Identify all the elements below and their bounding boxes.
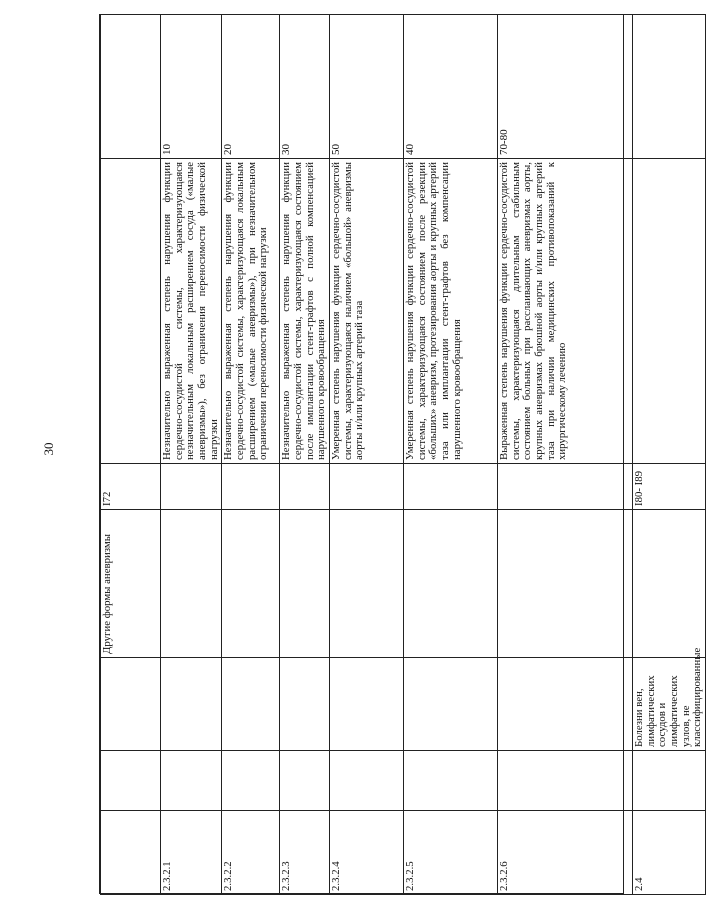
disease-form-cell (329, 510, 403, 658)
description-cell (632, 159, 705, 464)
item-number-cell: 2.3.2.4 (329, 811, 403, 895)
item-number-cell: 2.3.2.5 (403, 811, 497, 895)
disease-class-cell (161, 658, 222, 751)
percentage-cell (101, 15, 161, 159)
icd-code-cell: I80- I89 (632, 464, 705, 510)
empty-cell (222, 751, 280, 811)
description-cell: Выраженная степень нарушения функции сердечно-сосудистой системы, характеризующаяся длительным стабильным состоянием больных при расслаивающих аневризмах аорты, крупных аневризмах брюшной аорты и/или крупных артерий таза при наличии медицинских противопоказаний к хирургическому лечению (497, 159, 632, 464)
disease-class-cell (403, 658, 497, 751)
description-cell: Умеренная степень нарушения функции сердечно-сосудистой системы, характеризующаяся наличием «большой» аневризмы аорты и/или крупных артерий таза (329, 159, 403, 464)
disease-class-cell (101, 658, 161, 751)
disease-form-cell (222, 510, 280, 658)
disease-form-cell (632, 510, 705, 658)
item-number-cell (101, 811, 161, 895)
percentage-cell: 10 (161, 15, 222, 159)
disease-form-cell: Другие формы аневризмы (101, 510, 161, 658)
percentage-cell: 20 (222, 15, 280, 159)
description-cell: Незначительно выраженная степень нарушения функции сердечно-сосудистой системы, характеризующаяся локальным расширением («малые аневризмы»), при незначительном ограничении переносимости физической нагрузки (222, 159, 280, 464)
icd-code-cell (329, 464, 403, 510)
table-row (403, 15, 497, 895)
item-number-cell: 2.3.2.6 (497, 811, 632, 895)
empty-cell (403, 751, 497, 811)
empty-cell (632, 751, 705, 811)
icd-code-cell (222, 464, 280, 510)
table-row (497, 15, 632, 895)
empty-cell (497, 751, 632, 811)
table-row (101, 15, 161, 895)
disease-form-cell (497, 510, 632, 658)
description-cell: Незначительно выраженная степень нарушения функции сердечно-сосудистой системы, характеризующаяся состоянием после имплантации стент-графтов с полной компенсацией нарушенного кровообращения (280, 159, 330, 464)
percentage-cell: 50 (329, 15, 403, 159)
percentage-cell: 40 (403, 15, 497, 159)
percentage-cell: 70-80 (497, 15, 632, 159)
table-row (632, 15, 705, 895)
icd-code-cell (161, 464, 222, 510)
percentage-cell (632, 15, 705, 159)
criteria-table (100, 14, 706, 895)
empty-cell (329, 751, 403, 811)
disability-criteria-table (99, 14, 704, 894)
page-number: 30 (41, 442, 56, 456)
icd-code-cell (280, 464, 330, 510)
description-cell: Умеренная степень нарушения функции сердечно-сосудистой системы, характеризующаяся состоянием после резекции «больших» аневризм, протезирования аорты и крупных артерий таза или имплантации стент-графтов без компенсации нарушенного кровообращения (403, 159, 497, 464)
icd-code-cell (403, 464, 497, 510)
empty-cell (101, 751, 161, 811)
icd-code-cell: I72 (101, 464, 161, 510)
disease-class-cell (222, 658, 280, 751)
table-row (161, 15, 222, 895)
disease-class-cell: Болезни вен, лимфатических сосудов и лимфатических узлов, не классифицированные (632, 658, 705, 751)
disease-class-cell (497, 658, 632, 751)
item-number-cell: 2.3.2.1 (161, 811, 222, 895)
description-cell: Незначительно выраженная степень нарушения функции сердечно-сосудистой системы, характеризующаяся незначительным локальным расширением сосуда («малые аневризмы»), без ограничения переносимости физической нагрузки (161, 159, 222, 464)
table-row (222, 15, 280, 895)
description-cell (101, 159, 161, 464)
table-row (280, 15, 330, 895)
disease-class-cell (329, 658, 403, 751)
disease-form-cell (161, 510, 222, 658)
disease-class-cell (280, 658, 330, 751)
empty-cell (280, 751, 330, 811)
empty-cell (161, 751, 222, 811)
table-row (329, 15, 403, 895)
percentage-cell: 30 (280, 15, 330, 159)
item-number-cell: 2.4 (632, 811, 705, 895)
disease-form-cell (403, 510, 497, 658)
item-number-cell: 2.3.2.2 (222, 811, 280, 895)
disease-form-cell (280, 510, 330, 658)
icd-code-cell (497, 464, 632, 510)
item-number-cell: 2.3.2.3 (280, 811, 330, 895)
